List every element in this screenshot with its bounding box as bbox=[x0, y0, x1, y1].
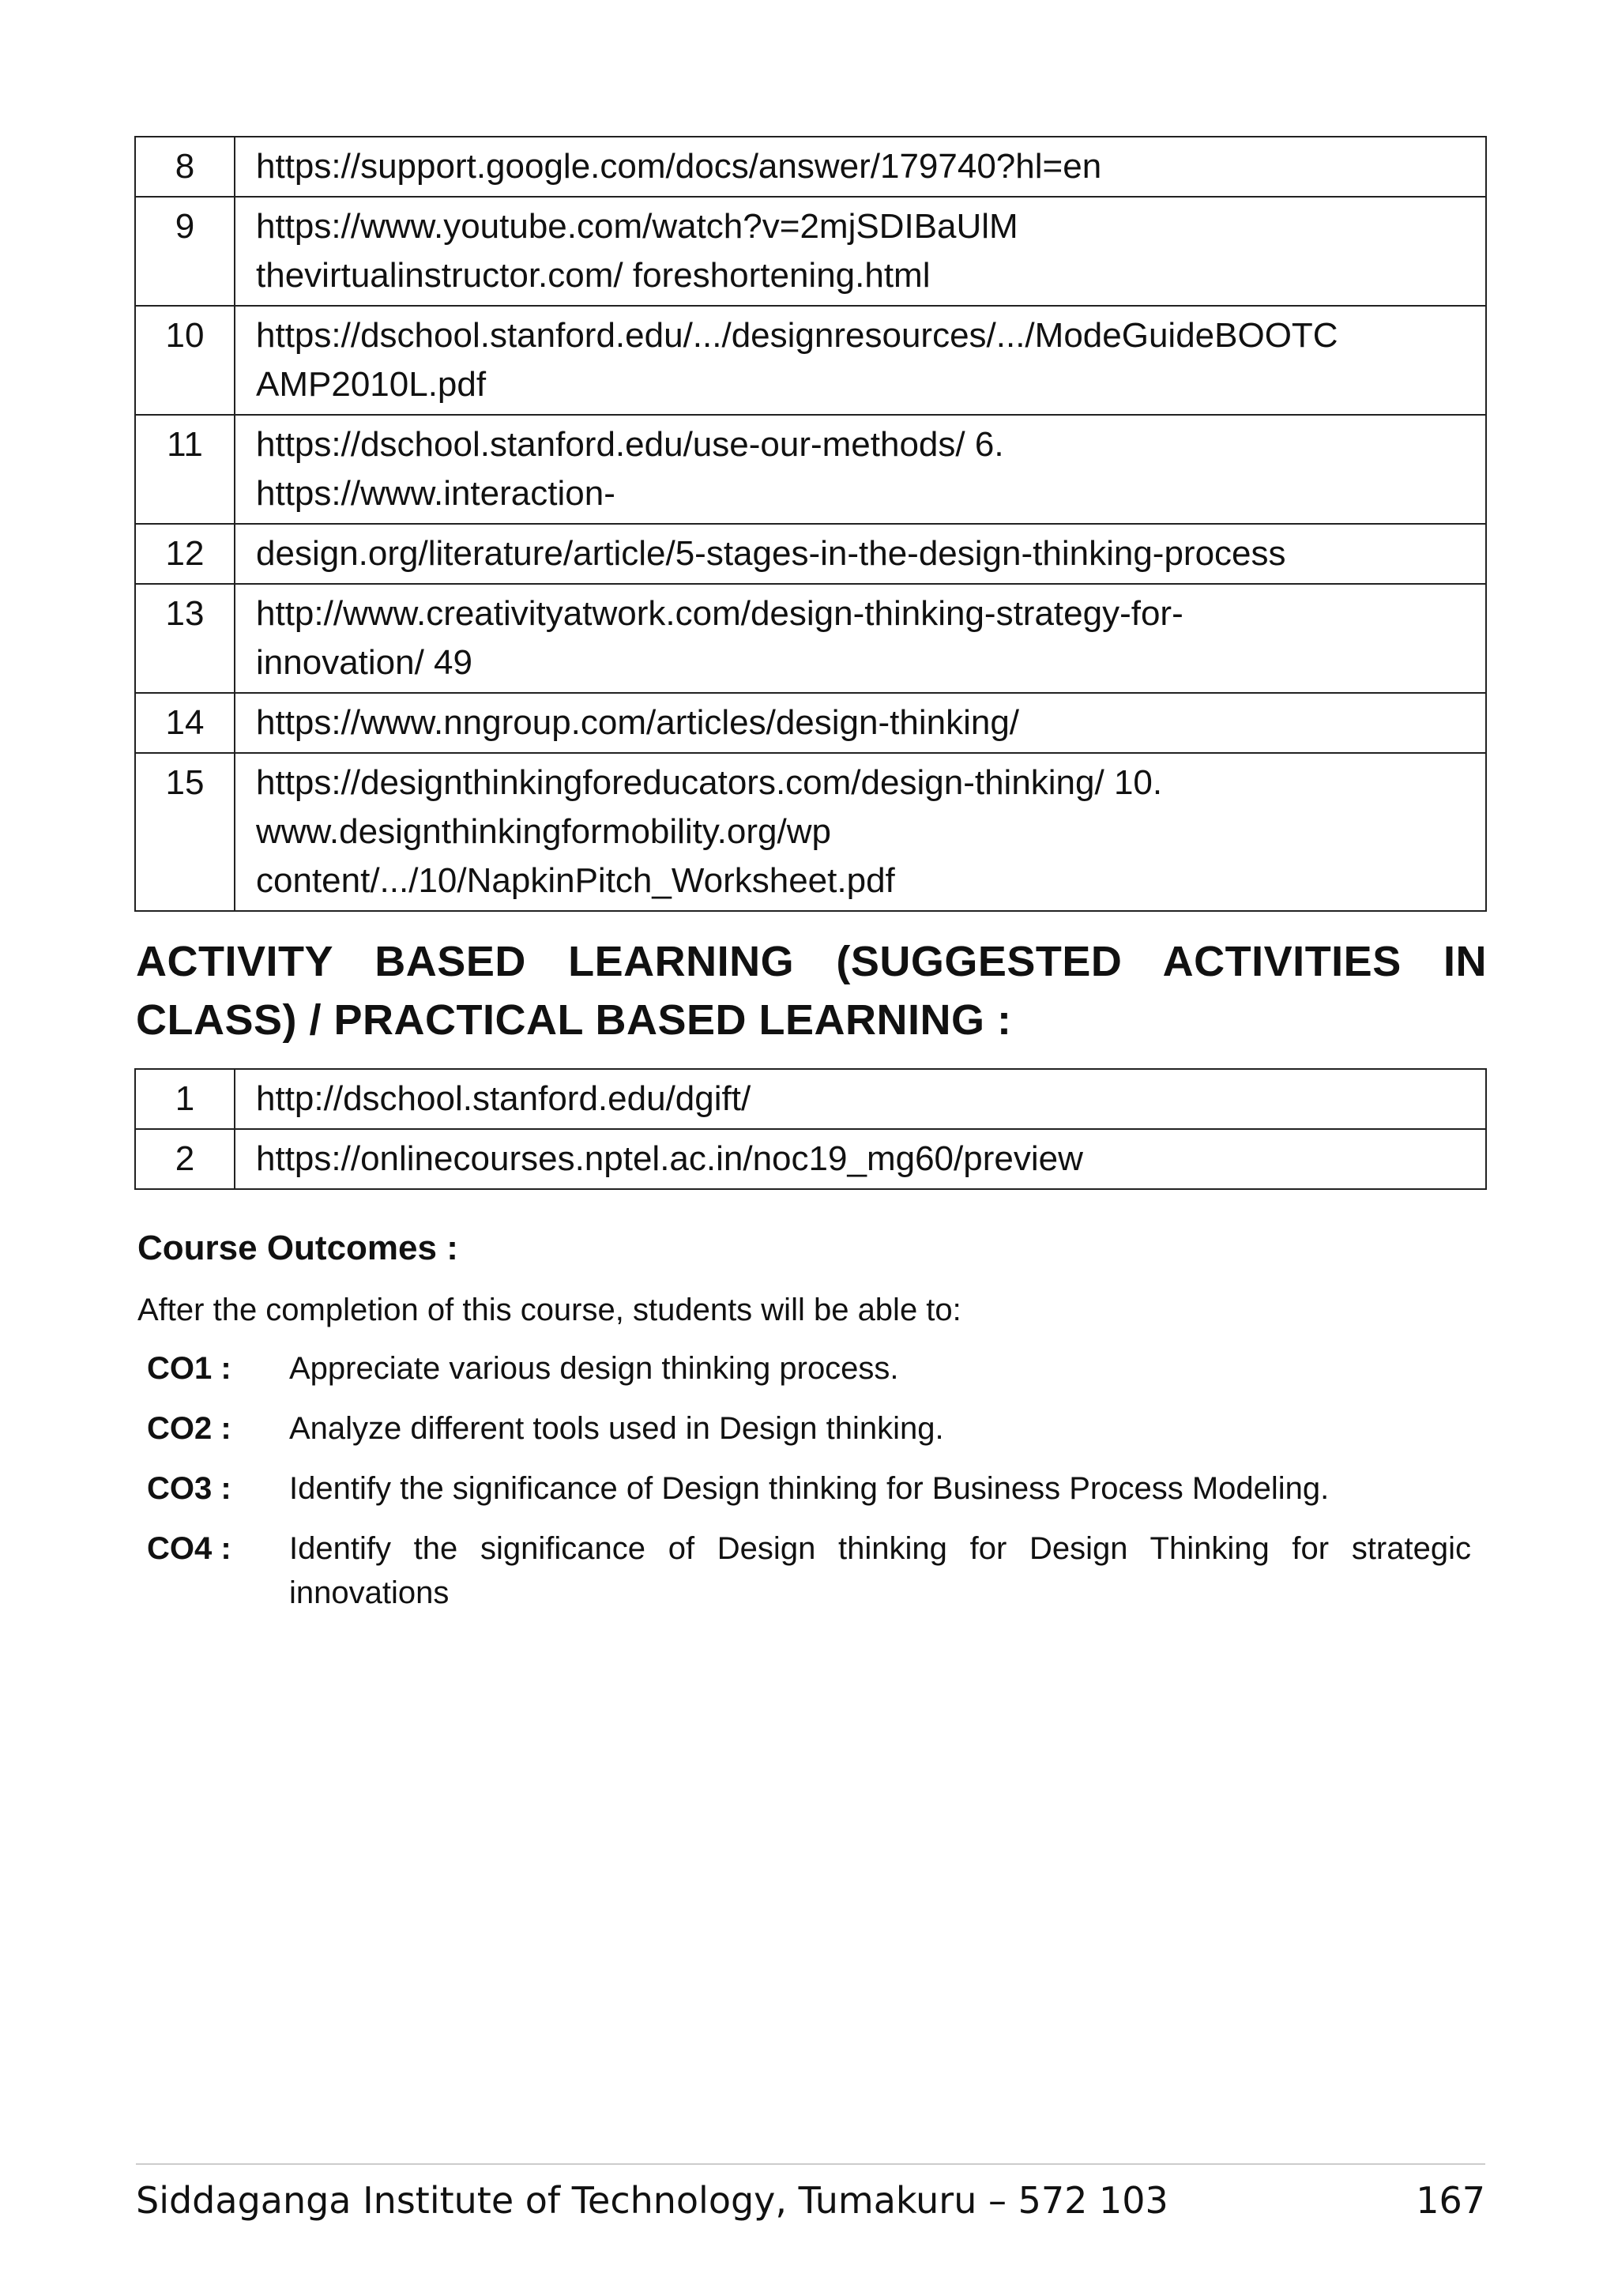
row-number: 11 bbox=[135, 415, 235, 524]
table-row bbox=[135, 137, 1486, 197]
url-text: https://www.interaction- bbox=[256, 474, 615, 513]
url-text: https://designthinkingforeducators.com/design-thinking/ 10. bbox=[256, 763, 1163, 802]
url-text: https://www.youtube.com/watch?v=2mjSDIBaUlM bbox=[256, 207, 1018, 246]
row-url-cell bbox=[235, 415, 1486, 524]
row-number: 14 bbox=[135, 693, 235, 753]
table-row bbox=[135, 693, 1486, 753]
course-outcome-label: CO4 : bbox=[147, 1531, 231, 1566]
activity-links-table bbox=[134, 1068, 1487, 1190]
course-outcomes-intro: After the completion of this course, students will be able to: bbox=[137, 1293, 961, 1327]
table-row bbox=[135, 415, 1486, 524]
course-outcomes-title: Course Outcomes : bbox=[137, 1229, 458, 1267]
row-url-cell bbox=[235, 584, 1486, 693]
course-outcome-label: CO2 : bbox=[147, 1411, 231, 1446]
url-text: www.designthinkingformobility.org/wp bbox=[256, 812, 831, 851]
course-outcomes-list bbox=[134, 1346, 1487, 1615]
url-text: https://onlinecourses.nptel.ac.in/noc19_mg60/preview bbox=[256, 1139, 1083, 1178]
table-row bbox=[135, 1069, 1486, 1129]
table-row bbox=[135, 753, 1486, 911]
url-text: https://www.nngroup.com/articles/design-thinking/ bbox=[256, 703, 1020, 742]
course-outcome-label: CO3 : bbox=[147, 1471, 231, 1506]
row-number: 15 bbox=[135, 753, 235, 911]
row-url-cell bbox=[235, 693, 1486, 753]
row-number: 1 bbox=[135, 1069, 235, 1129]
document-page bbox=[134, 136, 1487, 1631]
course-outcome-item bbox=[147, 1466, 1487, 1511]
url-text: innovation/ 49 bbox=[256, 643, 472, 682]
url-text: thevirtualinstructor.com/ foreshortening.html bbox=[256, 256, 931, 295]
course-outcome-item bbox=[147, 1346, 1487, 1391]
url-text: https://support.google.com/docs/answer/179740?hl=en bbox=[256, 147, 1102, 186]
url-text: http://www.creativityatwork.com/design-thinking-strategy-for- bbox=[256, 594, 1183, 633]
row-number: 13 bbox=[135, 584, 235, 693]
row-number: 9 bbox=[135, 197, 235, 306]
references-table bbox=[134, 136, 1487, 912]
row-url-cell bbox=[235, 524, 1486, 584]
row-url-cell bbox=[235, 197, 1486, 306]
course-outcome-text: Appreciate various design thinking process. bbox=[289, 1351, 899, 1386]
url-text: AMP2010L.pdf bbox=[256, 365, 487, 404]
table-row bbox=[135, 524, 1486, 584]
row-url-cell bbox=[235, 753, 1486, 911]
url-text: content/.../10/NapkinPitch_Worksheet.pdf bbox=[256, 861, 895, 900]
course-outcome-item bbox=[147, 1406, 1487, 1451]
table-row bbox=[135, 197, 1486, 306]
activity-section-heading: ACTIVITY BASED LEARNING (SUGGESTED ACTIVITIES IN CLASS) / PRACTICAL BASED LEARNING : bbox=[136, 938, 1487, 1044]
course-outcome-text: Analyze different tools used in Design thinking. bbox=[289, 1411, 944, 1446]
table-row bbox=[135, 584, 1486, 693]
row-url-cell bbox=[235, 1069, 1486, 1129]
row-url-cell bbox=[235, 306, 1486, 415]
course-outcome-text: Identify the significance of Design thinking for Design Thinking for strategic innovations bbox=[289, 1531, 1471, 1610]
footer-page-number: 167 bbox=[1416, 2179, 1485, 2222]
row-url-cell bbox=[235, 1129, 1486, 1189]
page-footer bbox=[136, 2163, 1485, 2228]
table-row bbox=[135, 306, 1486, 415]
row-number: 8 bbox=[135, 137, 235, 197]
course-outcome-text: Identify the significance of Design thinking for Business Process Modeling. bbox=[289, 1471, 1330, 1506]
footer-institution: Siddaganga Institute of Technology, Tumakuru – 572 103 bbox=[136, 2179, 1168, 2222]
url-text: http://dschool.stanford.edu/dgift/ bbox=[256, 1079, 751, 1118]
row-number: 2 bbox=[135, 1129, 235, 1189]
url-text: design.org/literature/article/5-stages-in-the-design-thinking-process bbox=[256, 534, 1286, 573]
course-outcome-label: CO1 : bbox=[147, 1351, 231, 1386]
url-text: https://dschool.stanford.edu/use-our-methods/ 6. bbox=[256, 425, 1004, 464]
table-row bbox=[135, 1129, 1486, 1189]
row-number: 10 bbox=[135, 306, 235, 415]
row-number: 12 bbox=[135, 524, 235, 584]
url-text: https://dschool.stanford.edu/.../designresources/.../ModeGuideBOOTC bbox=[256, 316, 1338, 355]
course-outcome-item bbox=[147, 1526, 1487, 1615]
activity-links-table-body bbox=[135, 1069, 1486, 1189]
references-table-body bbox=[135, 137, 1486, 911]
row-url-cell bbox=[235, 137, 1486, 197]
